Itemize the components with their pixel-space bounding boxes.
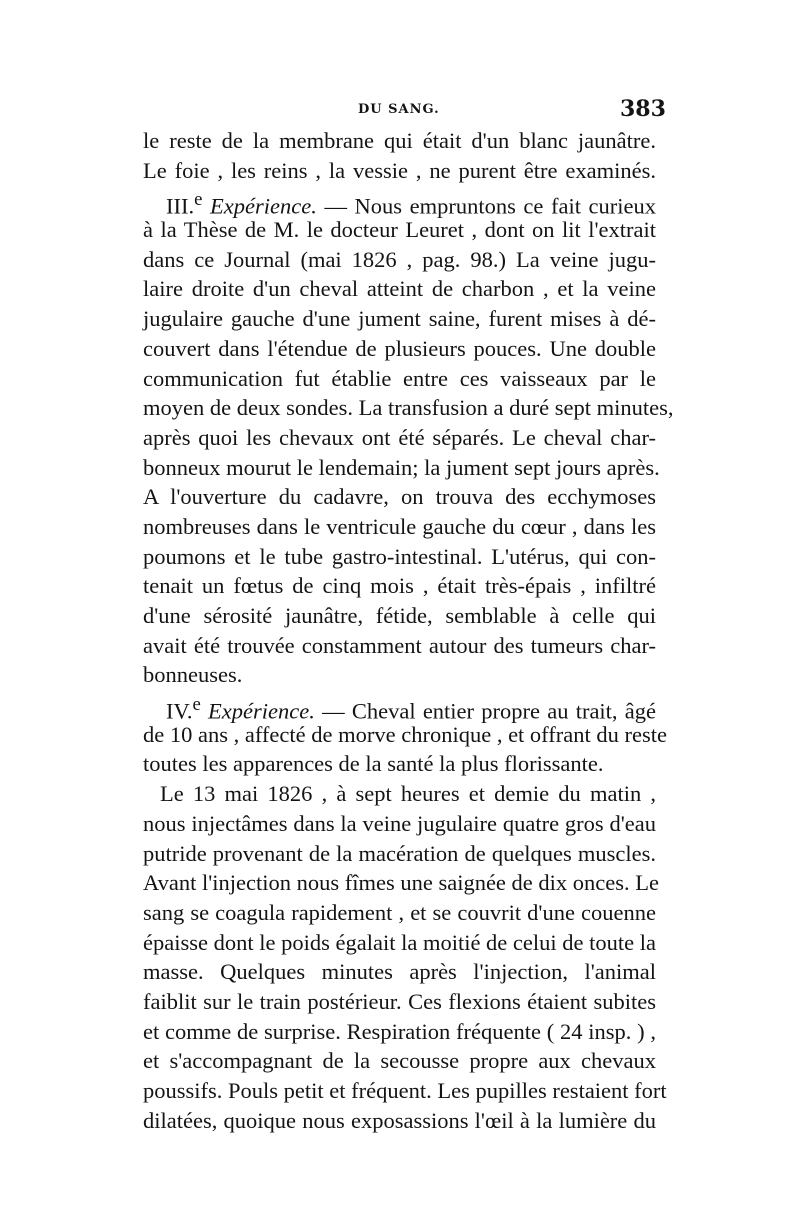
text-line: poussifs. Pouls petit et fréquent. Les pupilles restaient fort	[143, 1078, 667, 1103]
text-line: III.$^e$ Expérience. — Nous empruntons ce fait curieux	[166, 189, 657, 219]
text-line: moyen de deux sondes. La transfusion a duré sept minutes,	[143, 395, 674, 421]
body-text	[143, 126, 674, 1135]
text-line: couvert dans l'étendue de plusieurs pouces. Une double	[143, 335, 656, 361]
text-line: A l'ouverture du cadavre, on trouva des ecchymoses	[143, 484, 656, 510]
text-line: d'une sérosité jaunâtre, fétide, semblable à celle qui	[143, 603, 656, 628]
text-line: laire droite d'un cheval atteint de charbon , et la veine	[143, 276, 656, 302]
text-line: poumons et le tube gastro-intestinal. L'utérus, qui con-	[143, 543, 656, 569]
section-heading: Expérience.	[208, 698, 315, 724]
text-line: sang se coagula rapidement , et se couvrit d'une couenne	[143, 899, 656, 925]
text-line: avait été trouvée constamment autour des tumeurs char-	[143, 632, 656, 658]
text-line: Le 13 mai 1826 , à sept heures et demie du matin ,	[160, 781, 656, 807]
text-line: après quoi les chevaux ont été séparés. Le cheval char-	[143, 424, 656, 450]
page-number: 383	[620, 96, 666, 122]
text-line: bonneuses.	[143, 662, 243, 688]
section-number: III.	[166, 193, 195, 219]
text-line: nombreuses dans le ventricule gauche du cœur , dans les	[143, 513, 656, 539]
text-line: putride provenant de la macération de quelques muscles.	[143, 840, 656, 866]
text-line: de 10 ans , affecté de morve chronique , et offrant du reste	[143, 721, 667, 747]
text-line: dilatées, quoique nous exposassions l'œil à la lumière du	[143, 1107, 656, 1133]
text-line: bonneux mourut le lendemain; la jument sept jours après.	[143, 454, 660, 480]
text-line: Le foie , les reins , la vessie , ne purent être examinés.	[143, 157, 656, 183]
text-line: masse. Quelques minutes après l'injection, l'animal	[143, 959, 656, 985]
text-line: toutes les apparences de la santé la plus florissante.	[143, 751, 604, 777]
text-line: dans ce Journal (mai 1826 , pag. 98.) La veine jugu-	[143, 246, 656, 272]
text-line: et comme de surprise. Respiration fréquente ( 24 insp. ) ,	[143, 1018, 656, 1044]
text-line: nous injectâmes dans la veine jugulaire quatre gros d'eau	[143, 810, 656, 836]
section-heading: Expérience.	[210, 193, 317, 219]
text-line: à la Thèse de M. le docteur Leuret , dont on lit l'extrait	[143, 217, 656, 243]
text-line: le reste de la membrane qui était d'un blanc jaunâtre.	[143, 128, 656, 153]
text-line: et s'accompagnant de la secousse propre aux chevaux	[143, 1048, 656, 1074]
text-line: Avant l'injection nous fîmes une saignée de dix onces. Le	[143, 870, 659, 896]
text-line: épaisse dont le poids égalait la moitié de celui de toute la	[143, 929, 656, 955]
running-head: DU SANG.	[358, 102, 440, 117]
text-line: tenait un fœtus de cinq mois , était très-épais , infiltré	[143, 573, 656, 599]
text-line: jugulaire gauche d'une jument saine, furent mises à dé-	[143, 306, 656, 332]
text-line: IV.$^e$ Expérience. — Cheval entier propre au trait, âgé	[166, 694, 657, 724]
section-number: IV.	[166, 698, 193, 724]
text-line: communication fut établie entre ces vaisseaux par le	[143, 365, 656, 391]
text-line: faiblit sur le train postérieur. Ces flexions étaient subites	[143, 988, 656, 1014]
